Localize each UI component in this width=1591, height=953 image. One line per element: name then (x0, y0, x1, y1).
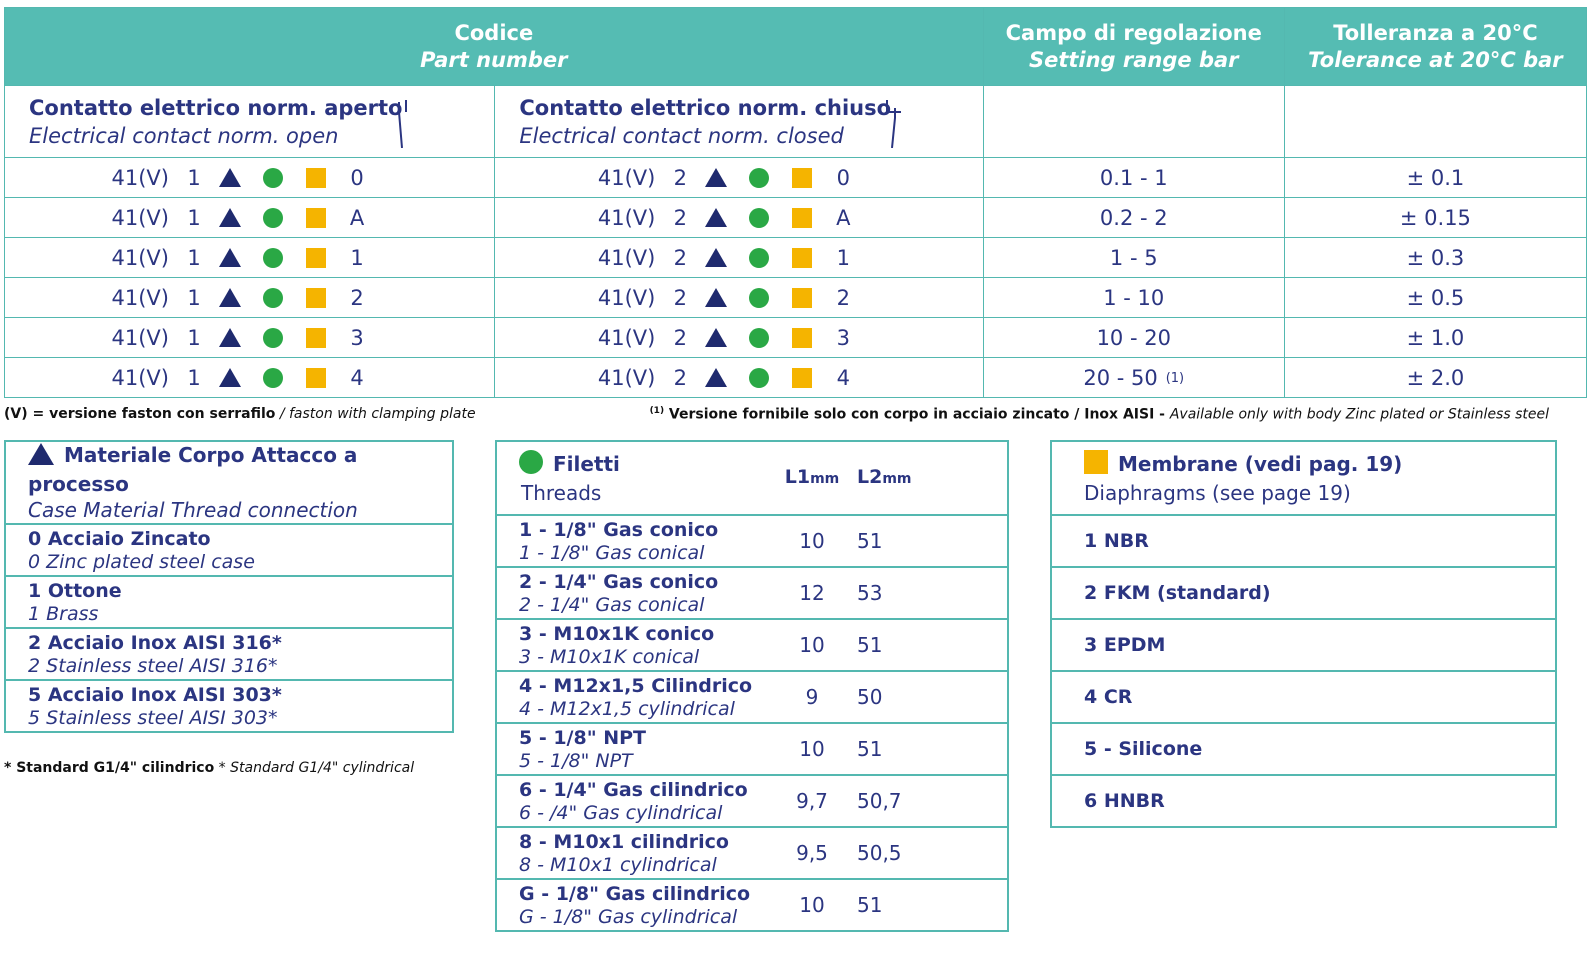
header-tolerance (1284, 8, 1586, 86)
green-dot-icon (519, 450, 543, 480)
table-row (5, 198, 1587, 238)
thread-cell (496, 723, 771, 775)
thread-en: 2 - 1/4" Gas conical (519, 593, 705, 616)
thread-en: 8 - M10x1 cylindrical (519, 853, 717, 876)
code-suffix: 2 (350, 285, 364, 310)
threads-table (495, 440, 1009, 932)
yellow-square-icon (792, 288, 812, 308)
threads-col-l2: L2mm (857, 466, 912, 488)
thread-l2: 51 (853, 619, 1008, 671)
yellow-square-icon (792, 368, 812, 388)
material-en: 2 Stainless steel AISI 316* (28, 654, 278, 677)
threads-header (496, 441, 1008, 515)
triangle-icon (219, 248, 241, 267)
tolerance-value: ± 2.0 (1406, 365, 1465, 390)
material-it: 1 Ottone (28, 579, 122, 602)
thread-row (496, 879, 1008, 931)
triangle-icon (219, 168, 241, 187)
tolerance-cell (1284, 198, 1586, 238)
header-row (5, 8, 1587, 86)
code-contact-number: 2 (673, 365, 688, 390)
diaphragm-cell: 5 - Silicone (1051, 723, 1556, 775)
header-code-en: Part number (420, 47, 568, 72)
thread-cell (496, 567, 771, 619)
green-dot-icon (749, 208, 769, 228)
footnote-1-mark: (1) (649, 406, 665, 416)
header-code (5, 8, 984, 86)
code-prefix: 41(V) (597, 205, 656, 230)
subheader-tol-empty (1284, 86, 1586, 158)
subheader-row (5, 86, 1587, 158)
green-dot-icon (749, 248, 769, 268)
material-it: 2 Acciaio Inox AISI 316* (28, 631, 282, 654)
part-code (5, 318, 494, 357)
yellow-square-icon (306, 288, 326, 308)
tolerance-cell (1284, 318, 1586, 358)
thread-l1: 10 (771, 723, 853, 775)
green-dot-icon (263, 248, 283, 268)
code-contact-number: 2 (673, 285, 688, 310)
code-cell-closed (495, 158, 983, 198)
thread-cell (496, 879, 771, 931)
code-cell-open (5, 238, 495, 278)
material-cell (5, 576, 453, 628)
part-code (495, 358, 982, 397)
range-value: 1 - 10 (1103, 285, 1165, 310)
code-suffix: 3 (350, 325, 364, 350)
thread-row (496, 671, 1008, 723)
part-code (5, 198, 494, 237)
code-cell-open (5, 278, 495, 318)
code-prefix: 41(V) (111, 165, 169, 190)
code-contact-number: 1 (187, 245, 201, 270)
code-prefix: 41(V) (111, 365, 169, 390)
triangle-icon (219, 368, 241, 387)
yellow-square-icon (792, 168, 812, 188)
threads-col-l1: L1mm (784, 466, 840, 488)
thread-l2: 50 (853, 671, 1008, 723)
code-prefix: 41(V) (111, 285, 169, 310)
code-suffix: 1 (836, 245, 851, 270)
material-en: 5 Stainless steel AISI 303* (28, 706, 278, 729)
thread-l2: 50,7 (853, 775, 1008, 827)
contact-closed-icon (881, 98, 905, 148)
table-row (5, 358, 1587, 398)
table-row (5, 318, 1587, 358)
code-cell-closed (495, 358, 983, 398)
range-cell (983, 318, 1284, 358)
yellow-square-icon (1084, 450, 1108, 480)
standard-note-it: * Standard G1/4" cylindrical (214, 760, 415, 776)
header-range-en: Setting range bar (1028, 47, 1239, 72)
thread-row (496, 567, 1008, 619)
thread-en: 1 - 1/8" Gas conical (519, 541, 705, 564)
diaphragm-row (1051, 515, 1556, 567)
range-cell (983, 358, 1284, 398)
tolerance-value: ± 1.0 (1406, 325, 1465, 350)
material-table (4, 440, 454, 733)
code-contact-number: 2 (673, 165, 688, 190)
subheader-open-en: Electrical contact norm. open (29, 123, 339, 148)
code-cell-closed (495, 278, 983, 318)
diaphragm-cell: 1 NBR (1051, 515, 1556, 567)
thread-it: 1 - 1/8" Gas conico (519, 518, 719, 541)
thread-l1: 10 (771, 619, 853, 671)
thread-l2: 51 (853, 515, 1008, 567)
thread-it: 2 - 1/4" Gas conico (519, 570, 719, 593)
footnote-1-bold: Versione fornibile solo con corpo in acciaio zincato / Inox AISI - (664, 406, 1170, 423)
green-dot-icon (263, 288, 283, 308)
part-number-table (4, 7, 1587, 398)
code-prefix: 41(V) (111, 205, 169, 230)
part-code (5, 278, 494, 317)
code-prefix: 41(V) (597, 285, 656, 310)
thread-row (496, 515, 1008, 567)
code-prefix: 41(V) (111, 325, 169, 350)
subheader-open-it: Contatto elettrico norm. aperto (29, 95, 403, 120)
yellow-square-icon (306, 248, 326, 268)
diaphragm-cell: 4 CR (1051, 671, 1556, 723)
diaphragm-row (1051, 619, 1556, 671)
material-cell (5, 524, 453, 576)
material-row (5, 576, 453, 628)
thread-l1: 12 (771, 567, 853, 619)
diaphragm-row (1051, 567, 1556, 619)
table-row (5, 158, 1587, 198)
triangle-icon (705, 208, 727, 227)
thread-it: 5 - 1/8" NPT (519, 726, 647, 749)
range-cell (983, 198, 1284, 238)
code-contact-number: 1 (187, 325, 201, 350)
code-prefix: 41(V) (597, 165, 656, 190)
code-suffix: 2 (836, 285, 851, 310)
yellow-square-icon (792, 328, 812, 348)
triangle-icon (219, 288, 241, 307)
code-cell-closed (495, 238, 983, 278)
code-contact-number: 2 (673, 325, 688, 350)
thread-l2: 53 (853, 567, 1008, 619)
footnote-1-it: Available only with body Zinc plated or Stainless steel (1169, 406, 1549, 423)
green-dot-icon (263, 168, 283, 188)
thread-it: 4 - M12x1,5 Cilindrico (519, 674, 753, 697)
material-cell (5, 680, 453, 732)
part-code (495, 318, 982, 357)
green-dot-icon (263, 368, 283, 388)
header-tol-it: Tolleranza a 20°C (1333, 20, 1538, 45)
yellow-square-icon (306, 368, 326, 388)
thread-en: 4 - M12x1,5 cylindrical (519, 697, 735, 720)
diaphragm-cell: 3 EPDM (1051, 619, 1556, 671)
material-header-cell (5, 441, 453, 524)
diaphragm-row (1051, 775, 1556, 827)
header-code-it: Codice (454, 20, 534, 45)
thread-it: 3 - M10x1K conico (519, 622, 715, 645)
triangle-icon (705, 248, 727, 267)
material-row (5, 628, 453, 680)
tolerance-cell (1284, 358, 1586, 398)
faston-note (4, 406, 476, 422)
thread-l2: 50,5 (853, 827, 1008, 879)
thread-l1: 10 (771, 879, 853, 931)
range-footnote-mark: (1) (1165, 371, 1185, 386)
yellow-square-icon (792, 248, 812, 268)
material-title-it: Materiale Corpo Attacco a processo (28, 443, 358, 496)
code-cell-open (5, 358, 495, 398)
diaphragms-header-cell (1051, 441, 1556, 515)
green-dot-icon (749, 288, 769, 308)
range-value: 20 - 50 (1083, 365, 1158, 390)
tolerance-value: ± 0.5 (1406, 285, 1465, 310)
yellow-square-icon (306, 328, 326, 348)
triangle-icon (705, 168, 727, 187)
thread-row (496, 619, 1008, 671)
range-value: 0.1 - 1 (1099, 165, 1168, 190)
thread-l2: 51 (853, 879, 1008, 931)
thread-l1: 9 (771, 671, 853, 723)
part-code (495, 238, 982, 277)
diaphragm-cell: 6 HNBR (1051, 775, 1556, 827)
table-row (5, 278, 1587, 318)
thread-cell (496, 671, 771, 723)
code-suffix: 3 (836, 325, 851, 350)
range-cell (983, 278, 1284, 318)
code-suffix: 0 (836, 165, 851, 190)
triangle-icon (705, 288, 727, 307)
range-cell (983, 158, 1284, 198)
thread-cell (496, 619, 771, 671)
part-code (5, 238, 494, 277)
triangle-icon (28, 443, 54, 471)
code-contact-number: 1 (187, 285, 201, 310)
header-range (983, 8, 1284, 86)
diaphragms-title-en: Diaphragms (see page 19) (1084, 481, 1351, 505)
part-code (495, 198, 982, 237)
green-dot-icon (749, 328, 769, 348)
faston-note-bold: (V) = versione faston con serrafilo (4, 406, 276, 422)
thread-it: 8 - M10x1 cilindrico (519, 830, 729, 853)
code-cell-closed (495, 318, 983, 358)
part-code (495, 278, 982, 317)
thread-it: 6 - 1/4" Gas cilindrico (519, 778, 748, 801)
diaphragms-table (1050, 440, 1557, 828)
subheader-closed-en: Electrical contact norm. closed (519, 123, 844, 148)
thread-cell (496, 775, 771, 827)
material-en: 1 Brass (28, 602, 99, 625)
standard-note (4, 760, 414, 776)
header-range-it: Campo di regolazione (1005, 20, 1262, 45)
thread-it: G - 1/8" Gas cilindrico (519, 882, 751, 905)
diaphragm-row (1051, 671, 1556, 723)
material-row (5, 524, 453, 576)
code-contact-number: 2 (673, 245, 688, 270)
thread-l1: 10 (771, 515, 853, 567)
thread-cell (496, 827, 771, 879)
tolerance-value: ± 0.1 (1406, 165, 1465, 190)
threads-header-cell (496, 441, 771, 515)
material-it: 0 Acciaio Zincato (28, 527, 211, 550)
footnote-1 (650, 406, 1549, 423)
code-contact-number: 2 (673, 205, 688, 230)
tolerance-cell (1284, 278, 1586, 318)
threads-title-it: Filetti (553, 452, 620, 476)
thread-l1: 9,5 (771, 827, 853, 879)
subheader-closed (495, 86, 983, 158)
diaphragm-row (1051, 723, 1556, 775)
thread-en: 3 - M10x1K conical (519, 645, 700, 668)
code-contact-number: 1 (187, 365, 201, 390)
triangle-icon (705, 328, 727, 347)
green-dot-icon (749, 168, 769, 188)
range-value: 10 - 20 (1096, 325, 1171, 350)
code-contact-number: 1 (187, 165, 201, 190)
threads-title-en: Threads (521, 481, 602, 505)
code-prefix: 41(V) (597, 325, 656, 350)
material-cell (5, 628, 453, 680)
material-en: 0 Zinc plated steel case (28, 550, 255, 573)
thread-row (496, 775, 1008, 827)
material-header (5, 441, 453, 524)
part-code (495, 158, 982, 197)
green-dot-icon (749, 368, 769, 388)
triangle-icon (219, 328, 241, 347)
yellow-square-icon (306, 168, 326, 188)
material-it: 5 Acciaio Inox AISI 303* (28, 683, 282, 706)
thread-l2: 51 (853, 723, 1008, 775)
diaphragms-header (1051, 441, 1556, 515)
part-code (5, 158, 494, 197)
thread-en: 6 - /4" Gas cylindrical (519, 801, 723, 824)
range-cell (983, 238, 1284, 278)
code-prefix: 41(V) (597, 245, 656, 270)
code-suffix: 0 (350, 165, 364, 190)
table-row (5, 238, 1587, 278)
code-cell-open (5, 318, 495, 358)
subheader-open (5, 86, 495, 158)
material-row (5, 680, 453, 732)
yellow-square-icon (792, 208, 812, 228)
code-suffix: A (349, 205, 365, 230)
thread-en: G - 1/8" Gas cylindrical (519, 905, 738, 928)
diaphragm-cell: 2 FKM (standard) (1051, 567, 1556, 619)
code-contact-number: 1 (187, 205, 201, 230)
triangle-icon (705, 368, 727, 387)
tolerance-cell (1284, 238, 1586, 278)
faston-note-it: / faston with clamping plate (275, 406, 476, 422)
yellow-square-icon (306, 208, 326, 228)
material-title-en: Case Material Thread connection (28, 498, 358, 522)
triangle-icon (219, 208, 241, 227)
code-prefix: 41(V) (111, 245, 169, 270)
code-cell-open (5, 198, 495, 238)
thread-en: 5 - 1/8" NPT (519, 749, 633, 772)
contact-open-icon (391, 98, 415, 148)
code-suffix: 4 (836, 365, 851, 390)
green-dot-icon (263, 208, 283, 228)
code-suffix: A (836, 205, 851, 230)
diaphragms-title-it: Membrane (vedi pag. 19) (1118, 452, 1403, 476)
code-cell-open (5, 158, 495, 198)
range-value: 1 - 5 (1109, 245, 1158, 270)
range-value: 0.2 - 2 (1099, 205, 1168, 230)
code-cell-closed (495, 198, 983, 238)
subheader-closed-it: Contatto elettrico norm. chiuso (519, 95, 892, 120)
code-suffix: 1 (350, 245, 364, 270)
standard-note-bold: * Standard G1/4" cilindrico (4, 760, 215, 776)
thread-l1: 9,7 (771, 775, 853, 827)
header-tol-en: Tolerance at 20°C bar (1308, 47, 1563, 72)
tolerance-value: ± 0.3 (1406, 245, 1465, 270)
green-dot-icon (263, 328, 283, 348)
thread-row (496, 723, 1008, 775)
tolerance-value: ± 0.15 (1399, 205, 1471, 230)
tolerance-cell (1284, 158, 1586, 198)
subheader-range-empty (983, 86, 1284, 158)
thread-row (496, 827, 1008, 879)
thread-cell (496, 515, 771, 567)
code-prefix: 41(V) (597, 365, 656, 390)
part-code (5, 358, 494, 397)
code-suffix: 4 (350, 365, 364, 390)
